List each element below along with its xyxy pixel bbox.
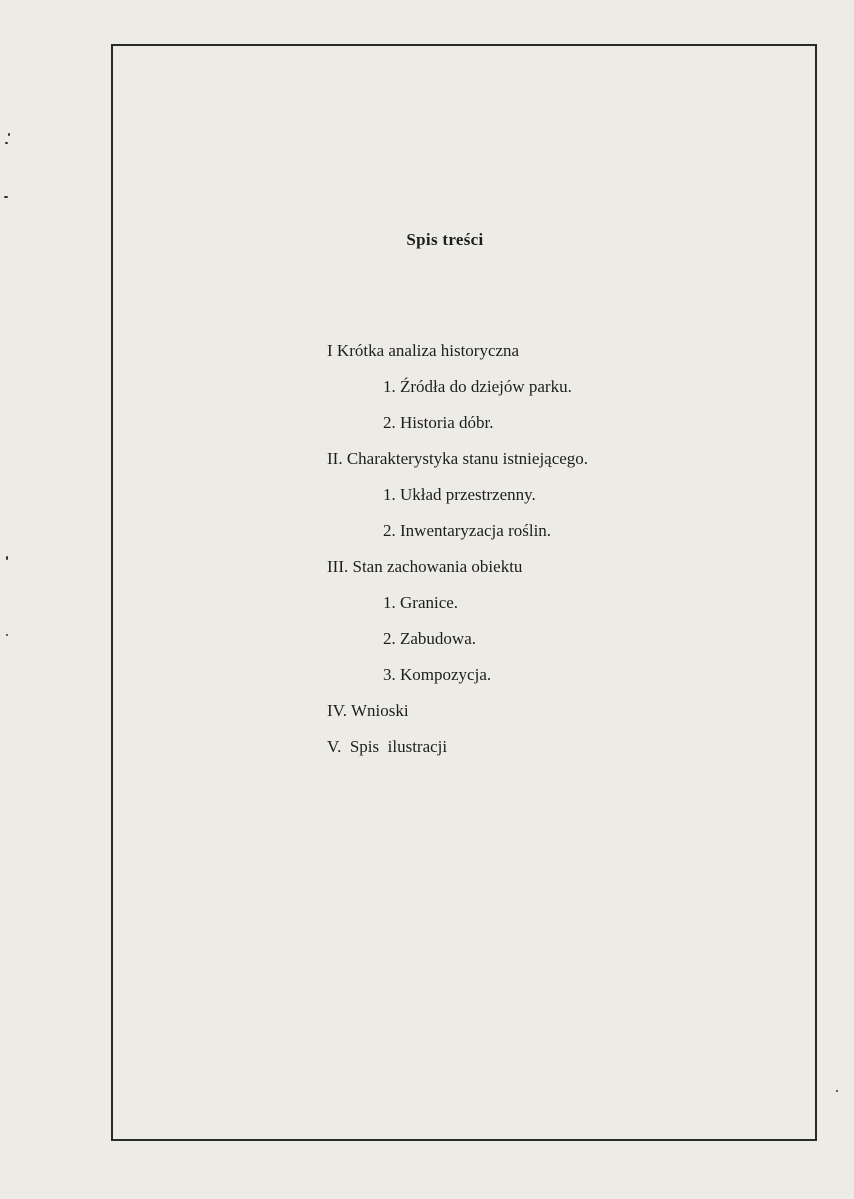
scan-speck <box>6 556 8 560</box>
toc-subsection-2-2: 2. Inwentaryzacja roślin. <box>383 521 552 540</box>
toc-subsection-3-2: 2. Zabudowa. <box>383 629 477 648</box>
toc-subsection-1-2: 2. Historia dóbr. <box>383 413 494 432</box>
toc-section-4: IV. Wnioski <box>327 701 409 720</box>
scan-speck <box>5 142 8 144</box>
scan-speck <box>836 1090 838 1092</box>
toc-subsection-2-1: 1. Układ przestrzenny. <box>383 485 536 504</box>
toc-title: Spis treści <box>406 230 484 249</box>
toc-section-1: I Krótka analiza historyczna <box>327 341 520 360</box>
scan-speck <box>4 196 8 198</box>
toc-section-2: II. Charakterystyka stanu istniejącego. <box>327 449 589 468</box>
page-border-frame <box>111 44 817 1141</box>
toc-subsection-1-1: 1. Źródła do dziejów parku. <box>383 377 572 396</box>
toc-section-5: V. Spis ilustracji <box>327 737 448 756</box>
toc-subsection-3-3: 3. Kompozycja. <box>383 665 492 684</box>
scan-speck <box>8 133 10 136</box>
toc-section-3: III. Stan zachowania obiektu <box>327 557 523 576</box>
toc-subsection-3-1: 1. Granice. <box>383 593 459 612</box>
scan-speck <box>6 634 8 636</box>
